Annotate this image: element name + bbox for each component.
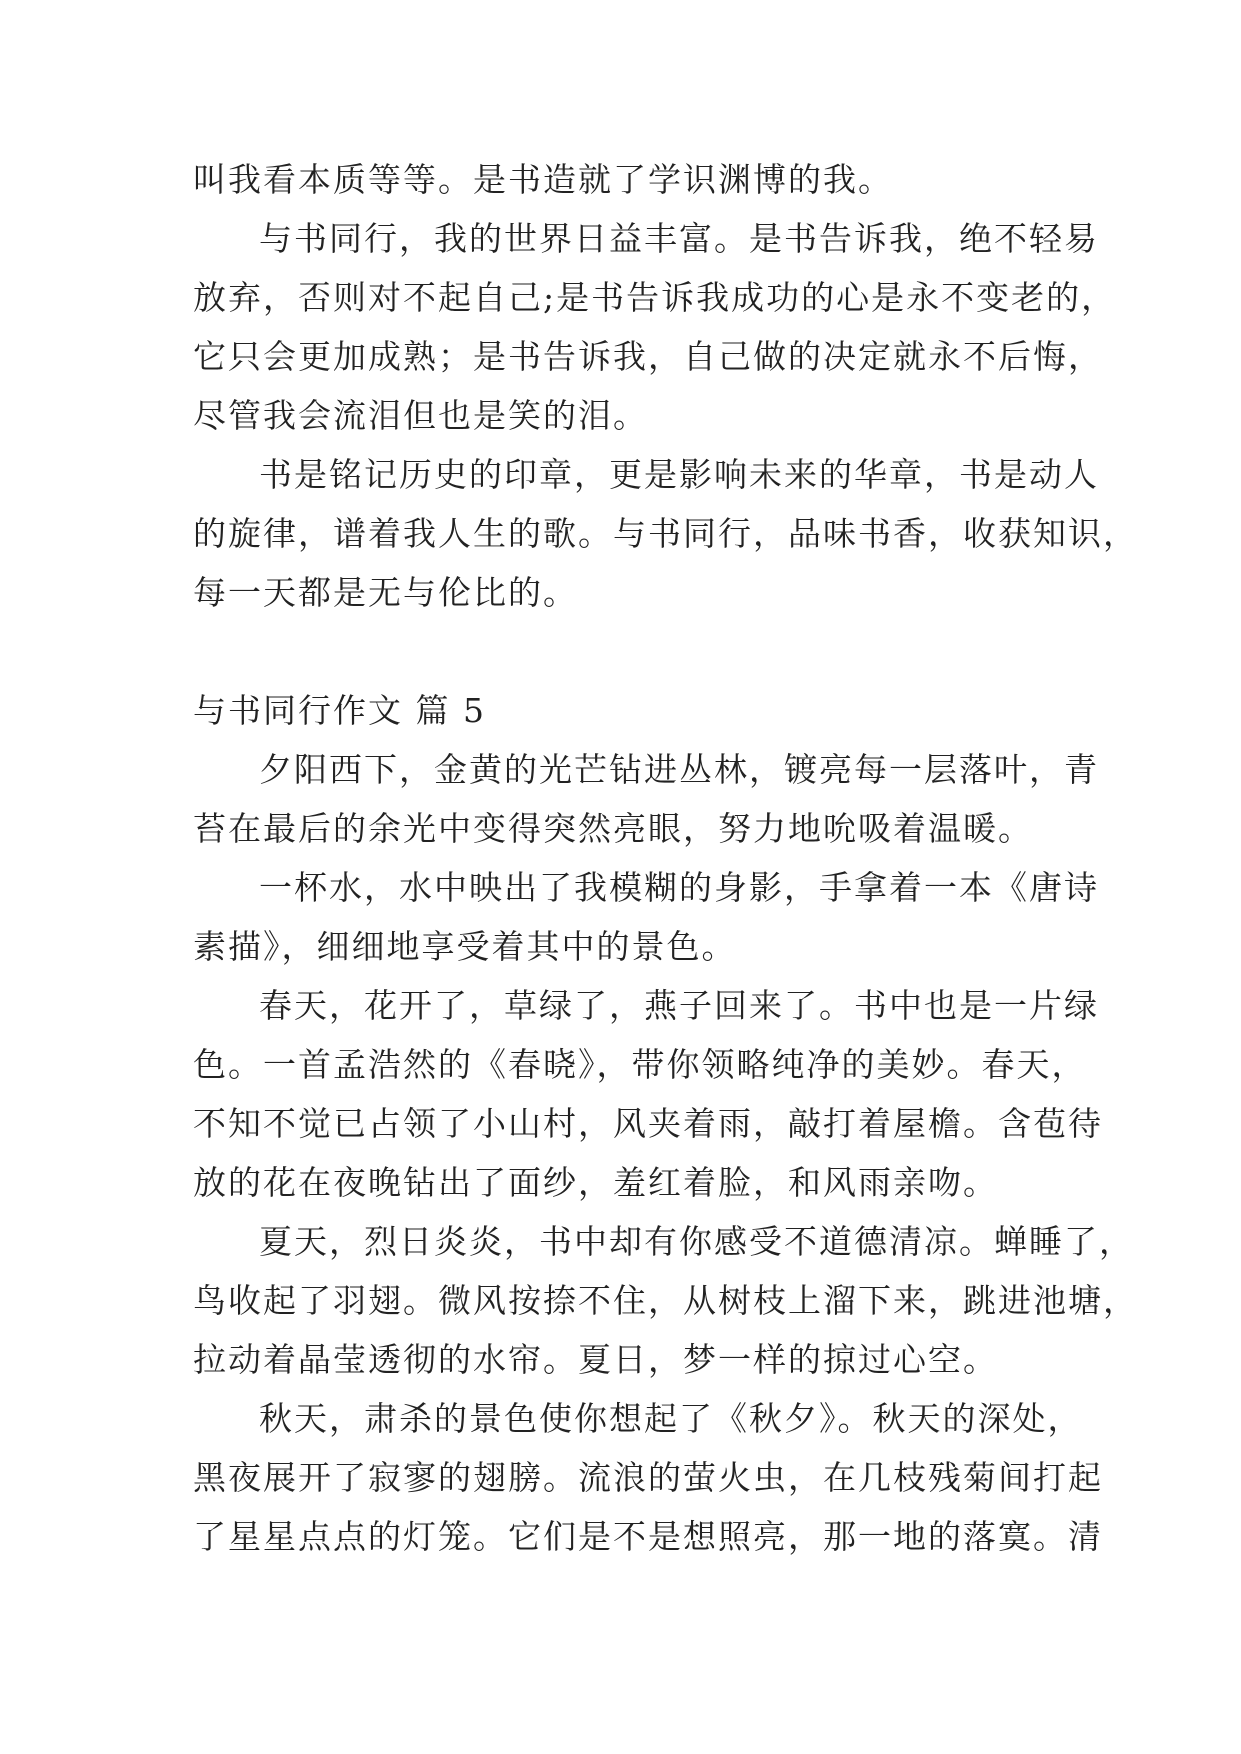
text-line: 春天，花开了，草绿了，燕子回来了。书中也是一片绿 xyxy=(259,986,1099,1025)
text-line: 苔在最后的余光中变得突然亮眼，努力地吮吸着温暖。 xyxy=(193,809,1033,848)
text-line: 黑夜展开了寂寥的翅膀。流浪的萤火虫，在几枝残菊间打起 xyxy=(193,1458,1103,1497)
text-line: 拉动着晶莹透彻的水帘。夏日，梦一样的掠过心空。 xyxy=(193,1340,998,1379)
text-line: 书是铭记历史的印章，更是影响未来的华章，书是动人 xyxy=(259,455,1099,494)
text-line: 尽管我会流泪但也是笑的泪。 xyxy=(193,396,648,435)
text-line: 与书同行，我的世界日益丰富。是书告诉我，绝不轻易 xyxy=(259,219,1099,258)
text-line: 的旋律，谱着我人生的歌。与书同行，品味书香，收获知识， xyxy=(193,514,1138,553)
document-body xyxy=(193,150,1138,1566)
text-line: 夕阳西下，金黄的光芒钻进丛林，镀亮每一层落叶，青 xyxy=(259,750,1099,789)
blank-line xyxy=(193,622,1053,681)
text-line: 素描》，细细地享受着其中的景色。 xyxy=(193,927,737,966)
text-line: 色。一首孟浩然的《春晓》，带你领略纯净的美妙。春天， xyxy=(193,1045,1087,1084)
text-line: 它只会更加成熟；是书告诉我，自己做的决定就永不后悔， xyxy=(193,337,1103,376)
text-line: 了星星点点的灯笼。它们是不是想照亮，那一地的落寞。清 xyxy=(193,1517,1103,1556)
text-line: 秋天，肃杀的景色使你想起了《秋夕》。秋天的深处， xyxy=(259,1399,1083,1438)
text-line: 叫我看本质等等。是书造就了学识渊博的我。 xyxy=(193,160,893,199)
text-line: 夏天，烈日炎炎，书中却有你感受不道德清凉。蝉睡了， xyxy=(259,1222,1134,1261)
text-line: 放弃，否则对不起自己;是书告诉我成功的心是永不变老的， xyxy=(193,278,1117,317)
section-heading: 与书同行作文 篇 5 xyxy=(193,691,486,730)
text-line: 一杯水，水中映出了我模糊的身影，手拿着一本《唐诗 xyxy=(259,868,1099,907)
text-line: 放的花在夜晚钻出了面纱，羞红着脸，和风雨亲吻。 xyxy=(193,1163,998,1202)
text-line: 不知不觉已占领了小山村，风夹着雨，敲打着屋檐。含苞待 xyxy=(193,1104,1103,1143)
text-line: 每一天都是无与伦比的。 xyxy=(193,573,578,612)
text-line: 鸟收起了羽翅。微风按捺不住，从树枝上溜下来，跳进池塘， xyxy=(193,1281,1138,1320)
